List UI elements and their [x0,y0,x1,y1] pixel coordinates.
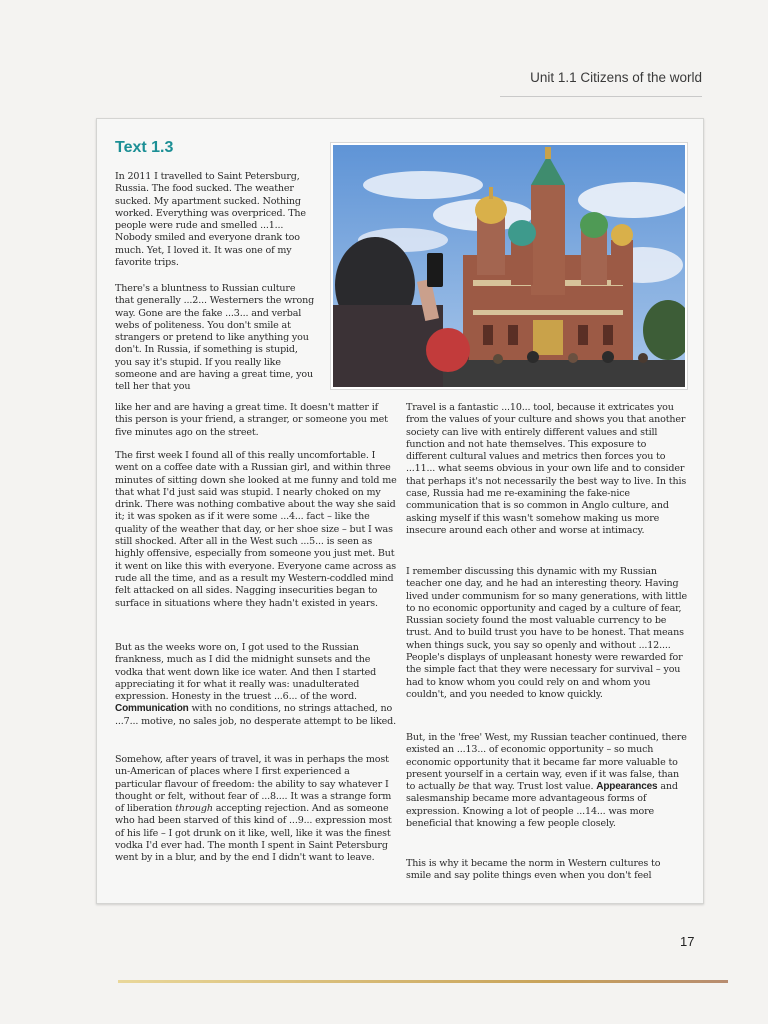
left-paragraph-2a: There's a bluntness to Russian culture that generally ...2... Westerners the wrong way. Gone are the fake ...3... and verbal webs of politeness. You don't smile at strangers or pretend to like anything you don't. In Russia, if something is stupid, you say it's stupid. If you really like someone and are having a great time, you tell her that you [115,283,315,393]
header-rule [500,96,702,97]
left-paragraph-4 [115,642,397,728]
right-paragraph-4: This is why it became the norm in Western cultures to smile and say polite things even when you don't feel [406,858,661,882]
right-p3-text-b: that way. Trust lost value. [472,781,594,793]
unit-header: Unit 1.1 Citizens of the world [530,70,702,85]
left-paragraph-5 [115,754,397,865]
bottom-decorative-rule [118,980,728,983]
right-paragraph-2: I remember discussing this dynamic with my Russian teacher one day, and he had an interesting theory. Having lived under communism for so many generations, with little to no economic opportunity and caged by a culture of fear, Russian society found the most valuable currency to be trust. And to build trust you have to be honest. That means when things suck, you say so openly and without ...12.... People's displays of unpleasant honesty were rewarded for the simple fact that they were necessary for survival – you had to know whom you could rely on and whom you couldn't, and you needed to know quickly. [406,566,687,700]
text-title: Text 1.3 [115,139,174,156]
church-photo [331,143,687,389]
left-paragraph-1: In 2011 I travelled to Saint Petersburg, Russia. The food sucked. The weather sucked. My apartment sucked. Nothing worked. Everything was overpriced. The people were rude and smelled ...1... Nobody smiled and everyone drank too much. Yet, I loved it. It was one of my favorite trips. [115,171,306,269]
page-number: 17 [680,934,695,949]
p4-text-b: with no conditions, no strings attached, no ...7... motive, no sales job, no desperate attempt to be liked. [115,703,396,727]
bold-word-appearances: Appearances [596,781,658,793]
left-paragraph-2b: like her and are having a great time. It doesn't matter if this person is your friend, a stranger, or someone you met five minutes ago on the street. [115,402,388,438]
right-paragraph-1: Travel is a fantastic ...10... tool, because it extricates you from the values of your culture and shows you that another society can live with entirely different values and still function and not hate themselves. This exposure to different cultural values and metrics then forces you to ...11... what seems obvious in your own life and to consider that perhaps it's not necessarily the best way to live. In this case, Russia had me re-examining the fake-nice communication that is so common in Anglo culture, and asking myself if this wasn't somehow making us more insecure around each other and worse at intimacy. [406,402,687,536]
right-p3-text-a: But, in the 'free' West, my Russian teacher continued, there existed an ...13... of economic opportunity – so much economic opportunity that it became far more valuable to present yourself in a certain way, even if it was false, than to actually [406,732,687,793]
church-photo-illustration [333,145,685,387]
p5-text-b: accepting rejection. And as someone who had been starved of this kind of ...9... expression most of his life – I got drunk on it like, well, like it was the finest vodka I'd ever had. The month I spent in Saint Petersburg went by in a blur, and by the end I didn't want to leave. [115,803,392,864]
p5-text-a: Somehow, after years of travel, it was in perhaps the most un-American of places where I first experienced a particular flavour of freedom: the ability to say whatever I thought or felt, without fear of ...8.... It was a strange form of liberation [115,754,392,815]
p4-text-a: But as the weeks wore on, I got used to the Russian frankness, much as I did the midnight sunsets and the vodka that went down like ice water. And then I started appreciating it for what it really was: unadulterated expression. Honesty in the truest ...6... of the word. [115,642,377,703]
bold-word-communication: Communication [115,703,189,715]
right-paragraph-3 [406,732,688,830]
left-paragraph-3: The first week I found all of this really uncomfortable. I went on a coffee date with a Russian girl, and within three minutes of sitting down she looked at me funny and told me that what I'd just said was stupid. I nearly choked on my drink. There was nothing combative about the way she said it; it was spoken as if it were some ...4... fact – like the quality of the weather that day, or her shoe size – but I was still shocked. After all in the West such ...5... is seen as highly offensive, especially from someone you just met. But it went on like this with everyone. Everyone came across as rude all the time, and as a result my Western-coddled mind felt attacked on all sides. Nagging insecurities began to surface in situations where they hadn't existed in years. [115,450,397,609]
italic-word-through: through [175,803,213,815]
italic-word-be: be [458,781,470,793]
right-p3-text-c: and salesmanship became more advantageous forms of expression. Knowing a lot of people ...14... was more beneficial that knowing a few people closely. [406,781,678,830]
